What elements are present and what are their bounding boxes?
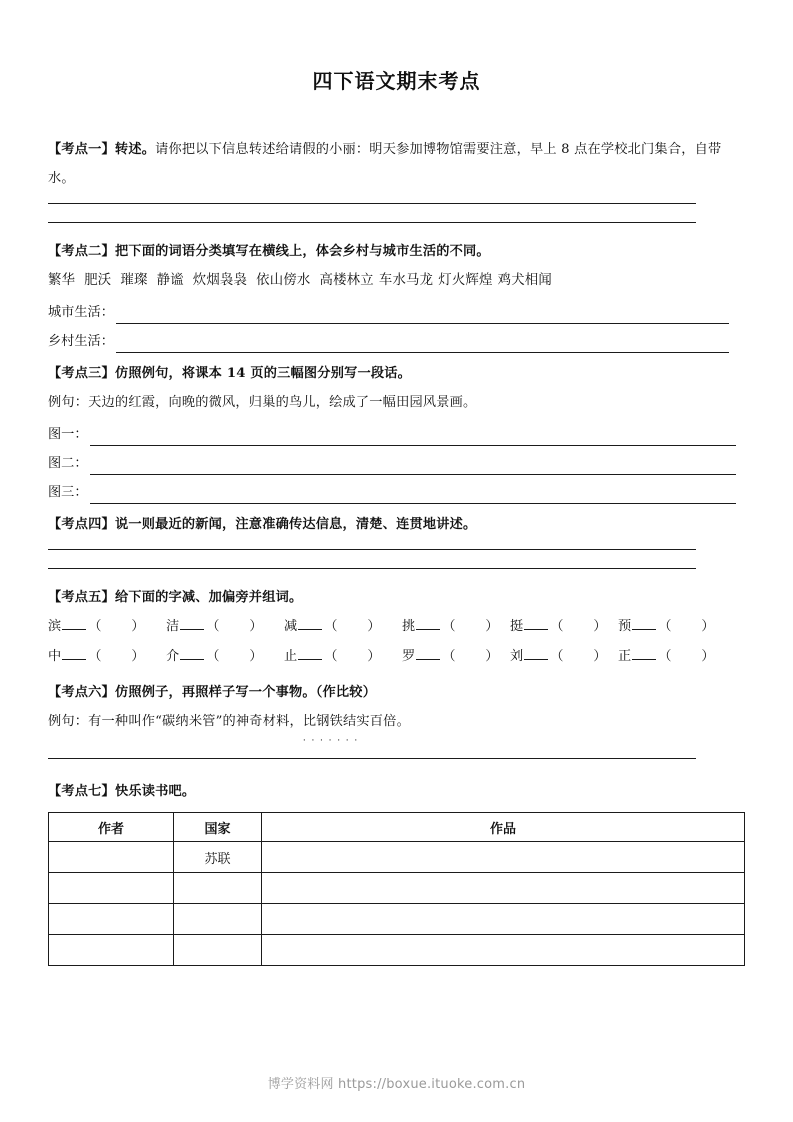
char-word-paren[interactable]: （ ） — [324, 619, 381, 634]
table-row — [49, 935, 745, 966]
char-prompt: 正 — [618, 649, 632, 664]
kaodian-2-input-country[interactable] — [116, 335, 729, 353]
kaodian-7-heading — [48, 777, 745, 806]
char-exercise[interactable] — [48, 642, 166, 672]
kaodian-3-input-3[interactable] — [90, 486, 736, 504]
kaodian-6-heading — [48, 678, 745, 707]
char-word-paren[interactable]: （ ） — [324, 649, 381, 664]
kaodian-5-prompt: 给下面的字减、加偏旁并组词。 — [114, 590, 303, 605]
section-kaodian-3 — [48, 359, 745, 504]
kaodian-3-input-2[interactable] — [90, 457, 736, 475]
word-bank-item: 依山傍水 — [256, 273, 311, 288]
char-word-paren[interactable]: （ ） — [88, 649, 145, 664]
kaodian-3-fill-row-2 — [48, 446, 745, 475]
kaodian-1-lead: 【考点一】转述。 — [48, 142, 156, 157]
char-exercise[interactable] — [284, 642, 402, 672]
char-blank[interactable] — [632, 645, 656, 660]
char-prompt: 挑 — [402, 619, 416, 634]
word-bank-item: 车水马龙 — [378, 273, 434, 288]
word-bank-item: 鸡犬相闻 — [497, 273, 552, 288]
table-header-row — [49, 813, 745, 842]
char-blank[interactable] — [180, 615, 204, 630]
char-blank[interactable] — [632, 615, 656, 630]
char-exercise[interactable] — [618, 612, 715, 642]
kaodian-3-prompt: 仿照例句，将课本 14 页的三幅图分别写一段话。 — [114, 366, 412, 381]
cell-country[interactable] — [174, 904, 262, 935]
kaodian-2-input-city[interactable] — [116, 306, 729, 324]
kaodian-3-heading — [48, 359, 745, 388]
word-bank-item: 静谧 — [156, 273, 184, 288]
word-bank-item: 繁华 — [48, 273, 76, 288]
section-kaodian-7 — [48, 777, 745, 966]
emphasis-dots-icon: · · · · · · · — [302, 736, 358, 746]
char-prompt: 减 — [284, 619, 298, 634]
cell-work[interactable] — [262, 904, 745, 935]
kaodian-3-fill-row-3 — [48, 475, 745, 504]
word-bank-item: 肥沃 — [84, 273, 112, 288]
char-prompt: 挺 — [510, 619, 524, 634]
char-blank[interactable] — [62, 645, 86, 660]
table-header-work: 作品 — [262, 813, 745, 842]
kaodian-3-label-1: 图一： — [48, 427, 88, 442]
cell-work[interactable] — [262, 935, 745, 966]
section-kaodian-5 — [48, 583, 745, 672]
char-word-paren[interactable]: （ ） — [442, 649, 499, 664]
word-bank-item: 灯火辉煌 — [438, 273, 493, 288]
char-exercise[interactable] — [48, 612, 166, 642]
kaodian-5-char-grid — [48, 612, 745, 672]
kaodian-2-prompt: 把下面的词语分类填写在横线上，体会乡村与城市生活的不同。 — [114, 244, 490, 259]
kaodian-6-example — [48, 707, 745, 746]
kaodian-4-heading — [48, 510, 745, 539]
char-word-paren[interactable]: （ ） — [206, 649, 263, 664]
table-row — [49, 842, 745, 873]
char-prompt: 滨 — [48, 619, 62, 634]
kaodian-2-label-city: 城市生活： — [48, 305, 114, 320]
char-prompt: 预 — [618, 619, 632, 634]
reading-table — [48, 812, 745, 966]
kaodian-2-fill-row-country — [48, 324, 745, 353]
char-prompt: 介 — [166, 649, 180, 664]
kaodian-2-fill-row-city — [48, 295, 745, 324]
char-blank[interactable] — [180, 645, 204, 660]
char-exercise[interactable] — [402, 642, 510, 672]
char-exercise[interactable] — [166, 612, 284, 642]
char-prompt: 中 — [48, 649, 62, 664]
kaodian-2-word-bank — [48, 266, 745, 295]
char-blank[interactable] — [62, 615, 86, 630]
char-prompt: 止 — [284, 649, 298, 664]
char-blank[interactable] — [298, 615, 322, 630]
section-kaodian-4 — [48, 510, 745, 569]
word-bank-item: 高楼林立 — [319, 273, 374, 288]
kaodian-3-fill-row-1 — [48, 417, 745, 446]
char-word-paren[interactable]: （ ） — [550, 619, 607, 634]
char-exercise[interactable] — [510, 612, 618, 642]
kaodian-2-heading — [48, 237, 745, 266]
char-word-paren[interactable]: （ ） — [206, 619, 263, 634]
kaodian-1-heading — [48, 135, 745, 193]
kaodian-6-prompt: 仿照例子，再照样子写一个事物。（作比较） — [114, 685, 377, 700]
kaodian-6-lead: 【考点六】 — [48, 685, 115, 700]
char-exercise[interactable] — [284, 612, 402, 642]
page-title: 四下语文期末考点 — [312, 69, 481, 93]
char-blank[interactable] — [524, 645, 548, 660]
char-word-paren[interactable]: （ ） — [658, 649, 715, 664]
cell-country[interactable] — [174, 873, 262, 904]
cell-work[interactable] — [262, 873, 745, 904]
kaodian-5-lead: 【考点五】 — [48, 590, 115, 605]
kaodian-3-input-1[interactable] — [90, 428, 736, 446]
kaodian-7-prompt: 快乐读书吧。 — [114, 784, 196, 799]
char-exercise[interactable] — [618, 642, 715, 672]
char-prompt: 罗 — [402, 649, 416, 664]
kaodian-6-example-prefix: 例句：有一种叫作“碳纳米管”的神奇材料， — [48, 714, 303, 729]
kaodian-4-prompt: 说一则最近的新闻，注意准确传达信息，清楚、连贯地讲述。 — [114, 517, 477, 532]
char-word-paren[interactable]: （ ） — [550, 649, 607, 664]
char-word-paren[interactable]: （ ） — [442, 619, 499, 634]
word-bank-item: 炊烟袅袅 — [192, 273, 248, 288]
section-kaodian-6 — [48, 678, 745, 759]
char-exercise[interactable] — [510, 642, 618, 672]
table-row — [49, 904, 745, 935]
kaodian-2-lead: 【考点二】 — [48, 244, 115, 259]
cell-author[interactable] — [49, 873, 174, 904]
section-kaodian-2 — [48, 237, 745, 353]
kaodian-2-label-country: 乡村生活： — [48, 334, 114, 349]
char-exercise[interactable] — [402, 612, 510, 642]
cell-author[interactable] — [49, 842, 174, 873]
cell-country[interactable] — [174, 935, 262, 966]
footer-watermark: 博学资料网 https://boxue.ituoke.com.cn — [267, 1077, 526, 1092]
kaodian-1-prompt: 请你把以下信息转述给请假的小丽：明天参加博物馆需要注意，早上 8 点在学校北门集合，自带水。 — [48, 142, 722, 186]
char-blank[interactable] — [416, 645, 440, 660]
char-prompt: 洁 — [166, 619, 180, 634]
cell-work[interactable] — [262, 842, 745, 873]
kaodian-4-lead: 【考点四】 — [48, 517, 115, 532]
word-bank-item: 璀璨 — [120, 273, 148, 288]
table-row — [49, 873, 745, 904]
table-header-country: 国家 — [174, 813, 262, 842]
cell-author[interactable] — [49, 904, 174, 935]
char-blank[interactable] — [416, 615, 440, 630]
kaodian-3-label-3: 图三： — [48, 485, 88, 500]
char-prompt: 刘 — [510, 649, 524, 664]
kaodian-3-label-2: 图二： — [48, 456, 88, 471]
kaodian-6-example-suffix: 。 — [396, 714, 410, 729]
cell-country[interactable]: 苏联 — [174, 842, 262, 873]
table-header-author: 作者 — [49, 813, 174, 842]
char-row — [48, 612, 745, 642]
kaodian-3-example: 例句：天边的红霞，向晚的微风，归巢的鸟儿，绘成了一幅田园风景画。 — [48, 395, 477, 410]
kaodian-5-heading — [48, 583, 745, 612]
kaodian-6-example-emphasis-wrap — [302, 707, 397, 746]
section-kaodian-1 — [48, 135, 745, 223]
char-word-paren[interactable]: （ ） — [658, 619, 715, 634]
kaodian-6-example-emphasis: 比钢铁结实百倍 — [302, 714, 397, 729]
char-blank[interactable] — [524, 615, 548, 630]
kaodian-7-lead: 【考点七】 — [48, 784, 115, 799]
char-exercise[interactable] — [166, 642, 284, 672]
char-blank[interactable] — [298, 645, 322, 660]
kaodian-3-lead: 【考点三】 — [48, 366, 115, 381]
cell-author[interactable] — [49, 935, 174, 966]
char-word-paren[interactable]: （ ） — [88, 619, 145, 634]
char-row — [48, 642, 745, 672]
